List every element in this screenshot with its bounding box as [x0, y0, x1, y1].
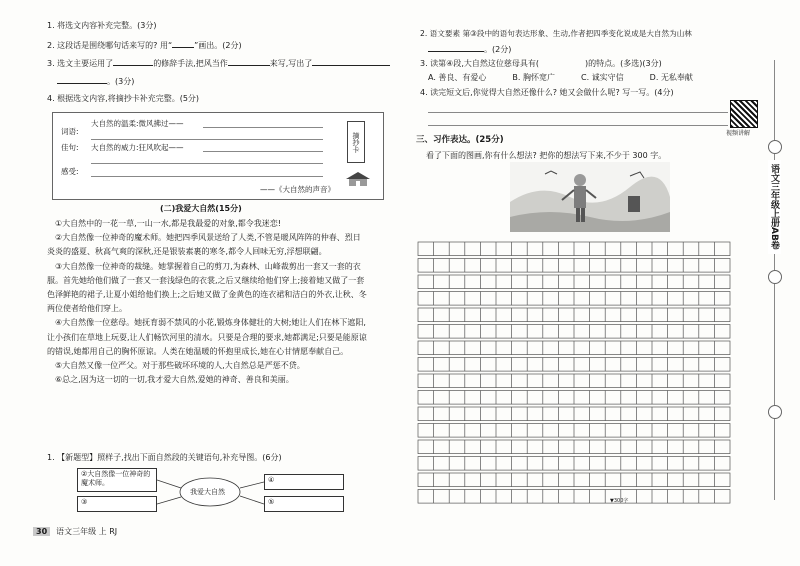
r-question-3 [420, 58, 662, 69]
r-question-4: 4. 读完短文后,你觉得大自然还像什么? 她又会做什么呢? 写一写。(4分) [420, 88, 674, 97]
map-node-2: ②大自然像一位神奇的魔术师。 [77, 468, 157, 492]
question-3-text-c: 来写,写出了 [269, 59, 313, 68]
qr-code[interactable] [730, 100, 758, 128]
r-question-3-text-b: )的特点。(多选)(3分) [585, 59, 662, 68]
house-illustration [343, 171, 373, 187]
card-label-words: 词语: [61, 127, 79, 136]
passage [47, 217, 367, 387]
answer-blank[interactable] [228, 56, 270, 66]
question-4-text: 4. 根据选文内容,将摘抄卡补充完整。(5分) [47, 94, 200, 103]
qr-label: 视频讲解 [726, 130, 751, 137]
card-line-power: 大自然的威力:狂风吹起—— [91, 143, 184, 152]
answer-blank[interactable] [312, 56, 390, 66]
r-question-2 [420, 28, 692, 39]
map-center: 我爱大自然 [190, 488, 225, 496]
writing-illustration [510, 162, 670, 232]
question-2 [47, 38, 242, 51]
section-3-title: 三、习作表达。(25分) [416, 135, 504, 145]
answer-blank[interactable] [428, 42, 484, 52]
question-1-text: 1. 将选文内容补充完整。(3分) [47, 21, 157, 30]
writing-grid[interactable] [417, 240, 735, 505]
option-d[interactable]: D. 无私奉献 [649, 73, 693, 82]
excerpt-card [52, 112, 384, 200]
word-count-mark: ▼300字 [610, 498, 629, 504]
card-answer-line[interactable] [203, 127, 323, 128]
spine [760, 60, 790, 500]
option-c[interactable]: C. 诚实守信 [581, 73, 624, 82]
spine-text: 语文三年级上册AB卷 [768, 160, 781, 254]
spine-circle [768, 405, 782, 419]
paragraph-4: ④大自然像一位慈母。她抚育弱不禁风的小花,锻炼身体健壮的大树;她让人们在林下遮阳,让小孩们在草地上玩耍,让人们畅饮河里的清水。只要是合理的要求,她都满足;只要是能原谅的错误,她都用自己的胸怀原谅。人类在她温暖的怀抱里成长,她在心甘情愿奉献自己。 [47, 318, 367, 356]
paragraph-3: ③大自然像一位神奇的裁缝。她掌握着自己的剪刀,为森林、山峰裁剪出一套又一套的衣服。首先她给他们做了一套又一套浅绿色的衣裳,之后又继续给他们穿上;接着她又做了一套色泽鲜艳的裙子,让夏小姐给他们换上;之后她又做了金黄色的连衣裙和洁白的外衣,让秋、冬两位使者给他们穿上。 [47, 261, 367, 314]
card-answer-line[interactable] [91, 139, 323, 140]
option-b[interactable]: B. 胸怀宽广 [512, 73, 555, 82]
section-title: (二)我爱大自然(15分) [160, 204, 242, 213]
map-node-3[interactable]: ③ [77, 496, 157, 512]
card-line-gentle: 大自然的温柔:微风拂过—— [91, 119, 184, 128]
spine-circle [768, 270, 782, 284]
r-question-2-text-a: 2. 语文要素 第③段中的语句表达形象、生动,作者把四季变化说成是大自然为山林 [420, 29, 692, 38]
question-3-cont [57, 74, 134, 87]
page-footer [33, 526, 117, 537]
mind-map-question: 1. 【新题型】照样子,找出下面自然段的关键语句,补充导图。(6分) [47, 453, 282, 462]
page-number: 30 [33, 527, 50, 536]
card-answer-line[interactable] [91, 176, 323, 177]
r-question-2-text-b: 。(2分) [484, 45, 512, 54]
question-3-text-a: 3. 选文主要运用了 [47, 59, 114, 68]
footer-text: 语文三年级 上 RJ [56, 527, 118, 536]
card-answer-line[interactable] [203, 151, 323, 152]
question-2-text-b: ”画出。(2分) [194, 41, 242, 50]
writing-prompt: 看了下面的图画,你有什么想法? 把你的想法写下来,不少于 300 字。 [426, 151, 667, 160]
r-question-3-text-a: 3. 读第④段,大自然这位慈母具有( [420, 59, 540, 68]
question-4 [47, 93, 199, 104]
answer-blank[interactable] [113, 56, 153, 66]
answer-line[interactable] [428, 112, 728, 113]
map-node-5[interactable]: ⑤ [264, 496, 344, 512]
map-node-4[interactable]: ④ [264, 474, 344, 490]
question-3-text-d: 。(3分) [107, 77, 135, 86]
card-label-sentences: 佳句: [61, 143, 79, 152]
r-question-2-cont [428, 42, 511, 55]
paragraph-2: ②大自然像一位神奇的魔术师。她把四季风景送给了人类,不管是暖风阵阵的仲春、烈日炎炎的盛夏、秋高气爽的深秋,还是银装素裹的寒冬,都令人回味无穷,浮想联翩。 [47, 233, 361, 257]
spine-circle [768, 140, 782, 154]
answer-line[interactable] [428, 125, 728, 126]
question-1 [47, 20, 157, 31]
card-label-feeling: 感受: [61, 167, 79, 176]
answer-blank[interactable] [172, 38, 194, 48]
question-3-text-b: 的修辞手法,把风当作 [153, 59, 228, 68]
card-answer-line[interactable] [91, 163, 323, 164]
paragraph-5: ⑤大自然又像一位严父。对于那些破坏环境的人,大自然总是严惩不贷。 [55, 361, 305, 371]
r-question-3-options [428, 72, 693, 83]
answer-blank[interactable] [57, 74, 107, 84]
question-3 [47, 56, 390, 69]
question-2-text-a: 2. 这段话是围绕哪句话来写的? 用“ [47, 41, 173, 50]
card-source: ——《大自然的声音》 [260, 185, 335, 194]
excerpt-card-stamp: 摘抄卡 [347, 121, 365, 163]
paragraph-1: ①大自然中的一花一草,一山一水,都是我最爱的对象,都令我迷恋! [55, 219, 282, 228]
paragraph-6: ⑥总之,因为这一切的一切,我才爱大自然,爱她的神奇、善良和美丽。 [55, 375, 294, 385]
option-a[interactable]: A. 善良、有爱心 [428, 73, 487, 82]
